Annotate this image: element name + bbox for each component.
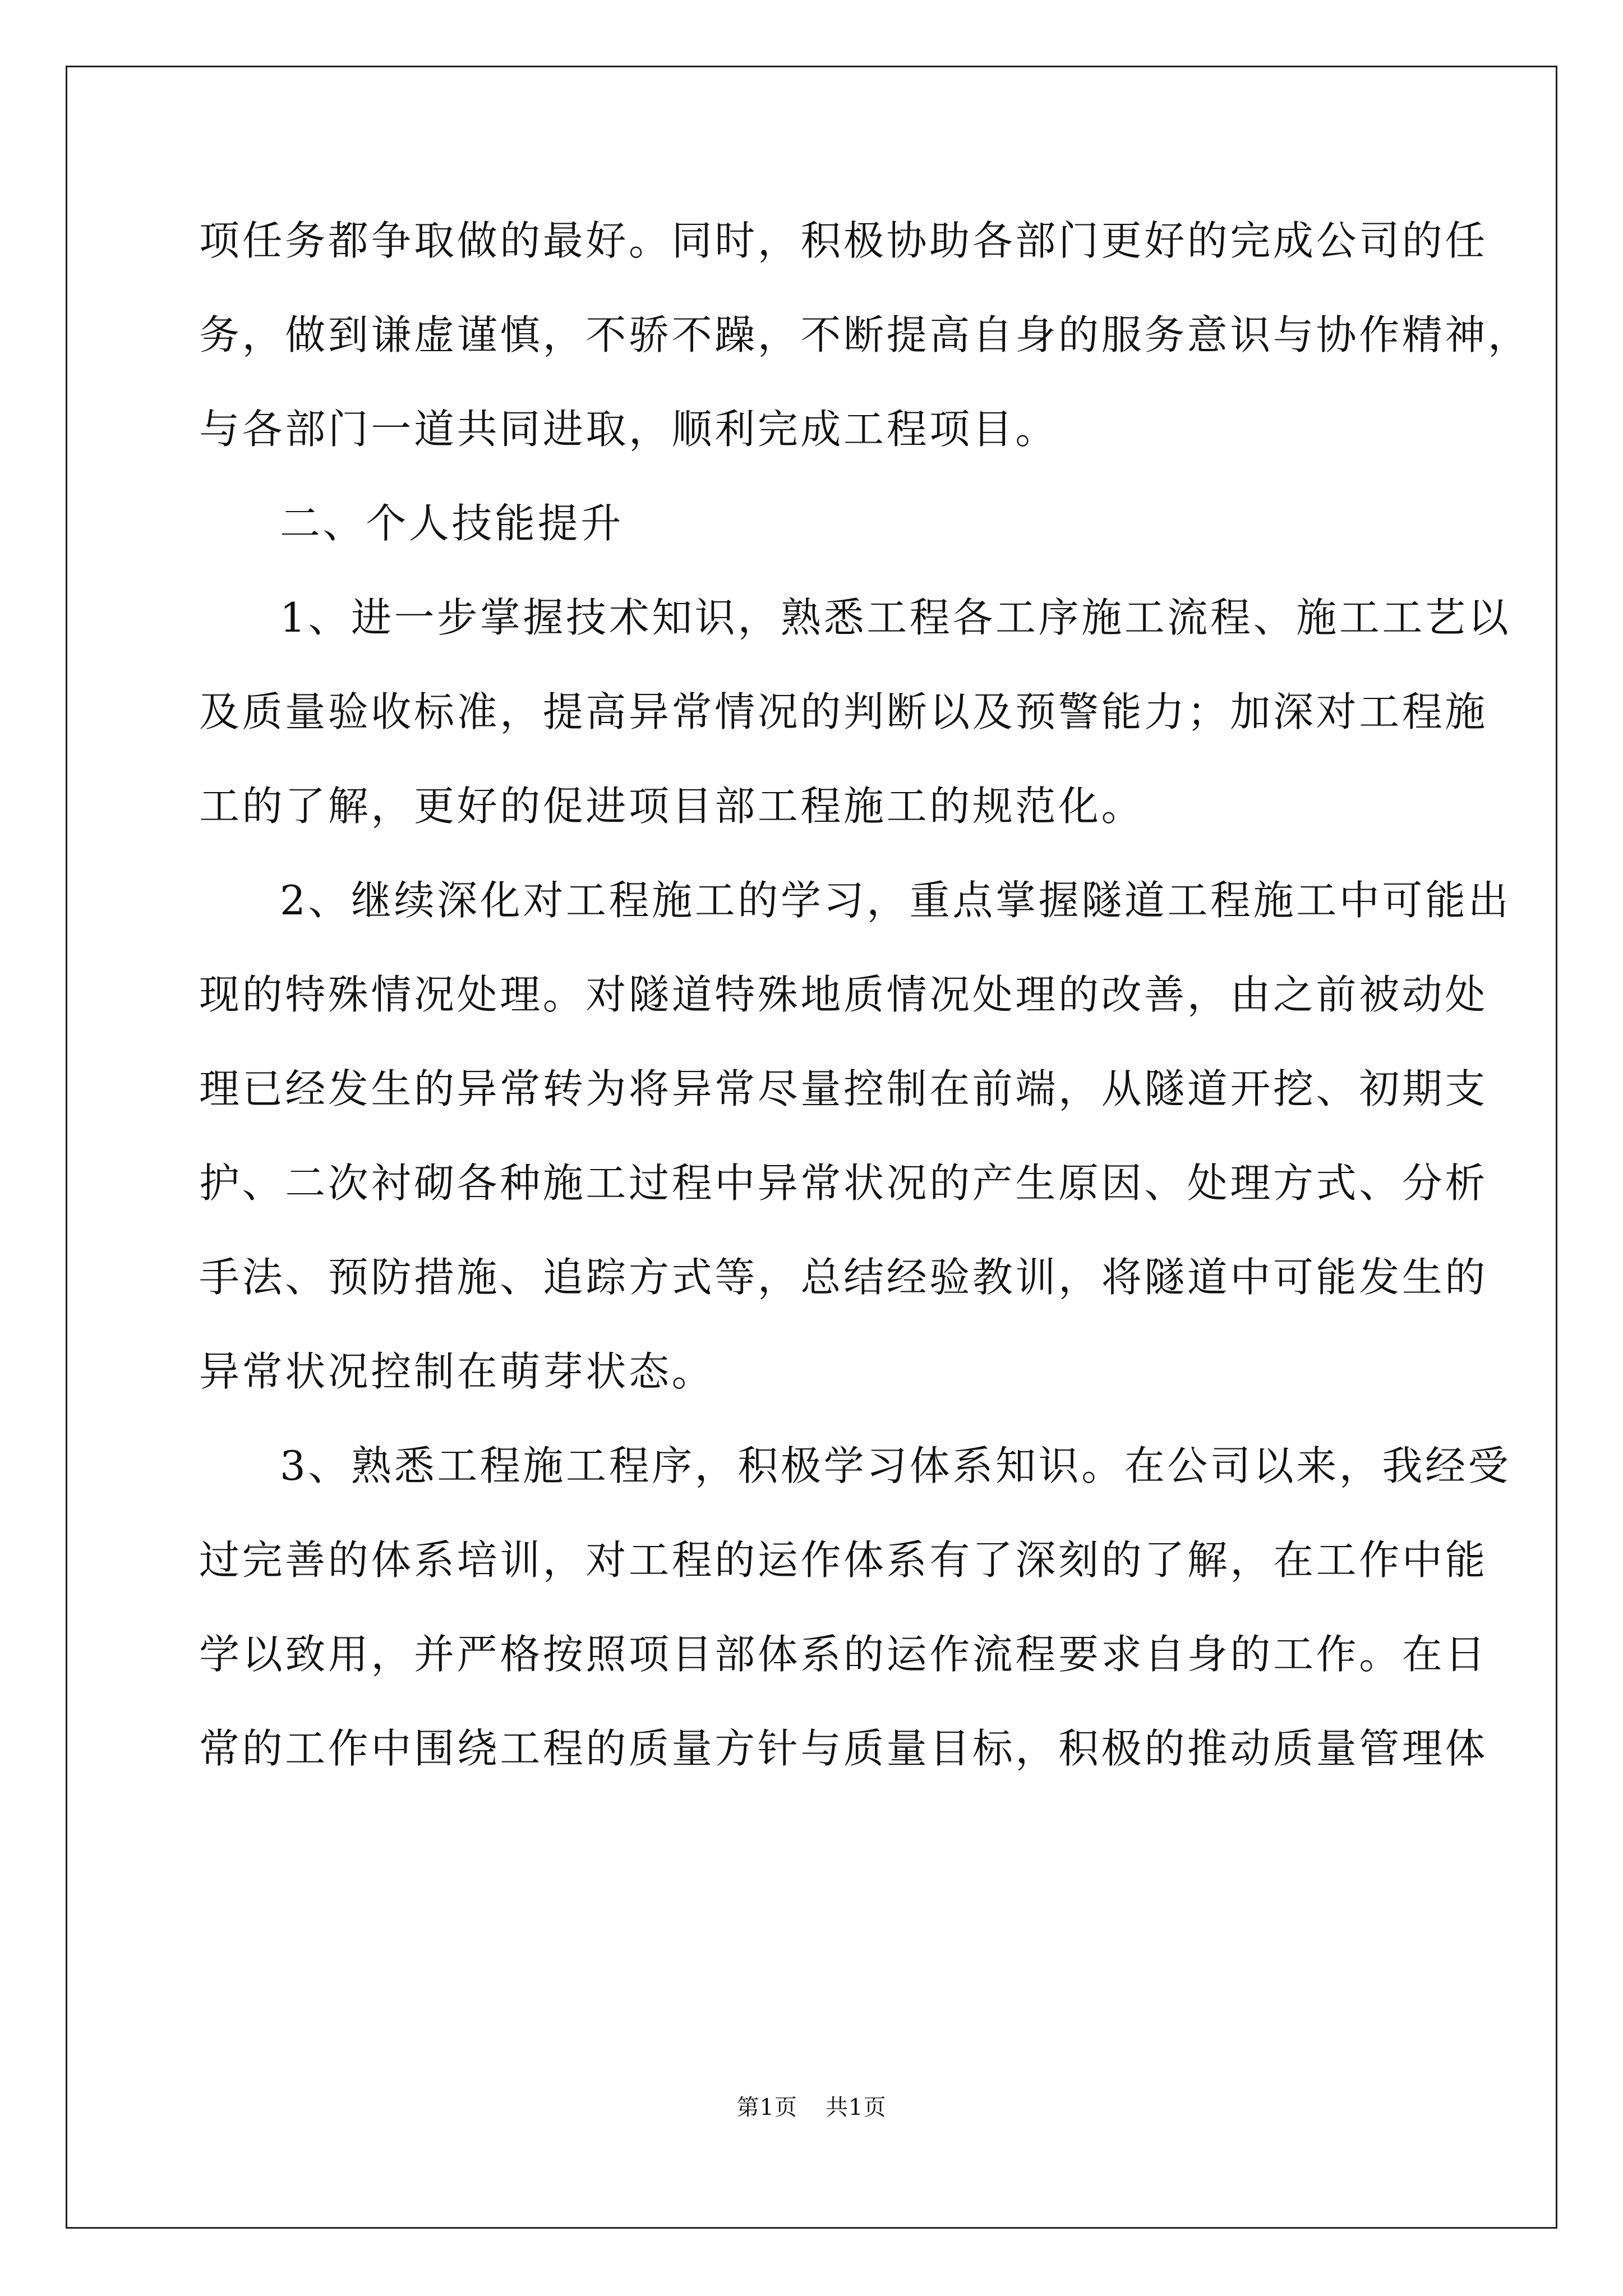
body-line: 过完善的体系培训，对工程的运作体系有了深刻的了解，在工作中能	[199, 1536, 1488, 1584]
page-total: 共1页	[826, 2095, 887, 2120]
page-number: 第1页	[736, 2095, 797, 2120]
body-line: 项任务都争取做的最好。同时，积极协助各部门更好的完成公司的任	[199, 217, 1488, 264]
body-line: 理已经发生的异常转为将异常尽量控制在前端，从隧道开挖、初期支	[199, 1065, 1488, 1112]
body-line: 与各部门一道共同进取，顺利完成工程项目。	[199, 406, 1059, 453]
body-line: 护、二次衬砌各种施工过程中异常状况的产生原因、处理方式、分析	[199, 1159, 1488, 1207]
document-body	[199, 194, 1531, 1796]
body-line: 手法、预防措施、追踪方式等，总结经验教训，将隧道中可能发生的	[199, 1254, 1488, 1301]
body-line: 常的工作中围绕工程的质量方针与质量目标，积极的推动质量管理体	[199, 1725, 1488, 1772]
body-line: 务，做到谦虚谨慎，不骄不躁，不断提高自身的服务意识与协作精神，	[199, 311, 1531, 358]
body-line: 3、熟悉工程施工程序，积极学习体系知识。在公司以来，我经受	[280, 1442, 1511, 1489]
section-heading: 二、个人技能提升	[280, 500, 624, 547]
page-footer	[0, 2090, 1623, 2122]
body-line: 现的特殊情况处理。对隧道特殊地质情况处理的改善，由之前被动处	[199, 971, 1488, 1018]
body-line: 异常状况控制在萌芽状态。	[199, 1348, 715, 1395]
body-line: 1、进一步掌握技术知识，熟悉工程各工序施工流程、施工工艺以	[280, 594, 1511, 641]
body-line: 2、继续深化对工程施工的学习，重点掌握隧道工程施工中可能出	[280, 877, 1511, 924]
body-line: 工的了解，更好的促进项目部工程施工的规范化。	[199, 783, 1145, 830]
body-line: 及质量验收标准，提高异常情况的判断以及预警能力；加深对工程施	[199, 688, 1488, 735]
body-line: 学以致用，并严格按照项目部体系的运作流程要求自身的工作。在日	[199, 1631, 1488, 1678]
